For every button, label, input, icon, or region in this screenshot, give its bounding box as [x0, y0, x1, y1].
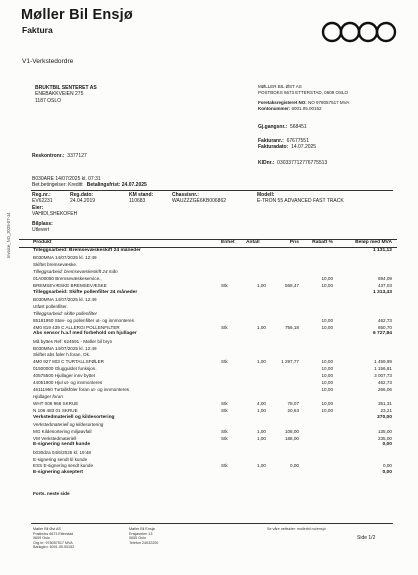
cell-col-0: Abs sensor h.a.f med forbehold om hjullager — [33, 331, 137, 337]
cell-col-5: 694,09 — [377, 275, 392, 281]
cell-col-5: 135,00 — [377, 428, 392, 434]
cell-col-0: Skiftet bremsevæske. — [33, 262, 78, 268]
cell-col-2: 1,00 — [257, 428, 266, 434]
cell-col-5: 0,00 — [382, 442, 392, 448]
table-row — [19, 359, 395, 366]
table-row — [19, 373, 395, 380]
cell-col-0: Skiftet abs føler h.foran, Ok. — [33, 352, 91, 358]
company-name: Møller Bil Ensjø — [21, 7, 133, 23]
cell-col-5: 850,70 — [377, 324, 392, 330]
cell-col-1: Stk — [221, 463, 228, 469]
cell-col-1: Stk — [221, 407, 228, 413]
cell-col-3: 0,00 — [290, 463, 299, 469]
footer-col-1: Møller Bil Øst AS Postboks 6673 Etterstad 0609 Oslo Org.nr: 978057517 MVA Bankgiro: 6001.05.00152 — [33, 527, 75, 549]
cell-col-0: Må byttes Ref: 624591 - Møller bil bryn — [33, 338, 113, 344]
cell-col-0: E-signering sendt til kunde — [33, 456, 88, 462]
cell-col-0: ESS E-signering sendt kunde — [33, 463, 94, 469]
customer-address: BRUKTBIL SENTERET AS ENEBAKKVEIEN 275 1187 OSLO — [35, 85, 97, 104]
reskontro: Reskontronr.: 3377127 — [32, 153, 87, 159]
cell-col-0: 46111950 Turtallsföler foran ut- og innmonteres — [33, 386, 130, 392]
order-line: B030ARE 14/07/2025 kl. 07:31 — [32, 176, 101, 182]
cell-col-0: B030MNA 14/07/2025 kl. 12:49 — [33, 255, 97, 261]
cell-col-3: 108,00 — [284, 428, 299, 434]
table-row — [19, 408, 395, 415]
seller-ids: Foretaksregisteret NO: NO 978057517 MVA Kontonummer: 6001.05.00152 — [258, 100, 350, 111]
table-row — [19, 387, 395, 394]
regnr-label: Reg.nr.: — [32, 192, 51, 198]
cell-col-3: 568,47 — [284, 282, 299, 288]
cell-col-0: b030dza 04/6/2025 kl. 19:48 — [33, 449, 91, 455]
cell-col-5: 370,00 — [377, 414, 392, 420]
cell-col-0: Tilleggsarbeid: skifte pollenfilter — [33, 310, 98, 316]
table-row — [19, 401, 395, 408]
cell-col-2: 1,00 — [257, 435, 266, 441]
cell-col-5: 3 007,73 — [374, 373, 392, 379]
regnr-value: EV62231 — [32, 198, 53, 204]
cell-col-5: 437,03 — [377, 282, 392, 288]
table-row — [19, 352, 395, 359]
chassis-label: Chassisnr.: — [172, 192, 199, 198]
section-row — [19, 248, 395, 255]
audi-rings-logo — [321, 21, 409, 43]
cell-col-1: Stk — [221, 282, 228, 288]
table-row — [19, 262, 395, 269]
km-value: 110683 — [129, 198, 146, 204]
regdato-label: Reg.dato: — [70, 192, 94, 198]
table-row — [19, 283, 395, 290]
cell-col-5: 266,06 — [377, 386, 392, 392]
cell-col-0: 4M0 927 803 C TURTALLSFØLER — [33, 359, 104, 365]
table-row — [19, 304, 395, 311]
cell-col-2: 1,00 — [257, 324, 266, 330]
table-header: Produkt Enhet Antall Pris Rabatt % Beløp med MVA — [33, 240, 392, 245]
cell-col-3: 188,00 — [284, 435, 299, 441]
table-row — [19, 429, 395, 436]
cell-col-5: 1 156,81 — [374, 366, 392, 372]
cell-col-0: E-signering akseptert — [33, 470, 84, 476]
cell-col-0: N 106 483 01 SKRUE — [33, 407, 78, 413]
table-row — [19, 276, 395, 283]
document-type: Faktura — [22, 25, 53, 35]
owner: Eier: VAHIDI,SHEKOFEH — [32, 205, 78, 218]
table-row — [19, 255, 395, 262]
table-row — [19, 457, 395, 464]
cell-col-0: Utført pollenfilter. — [33, 303, 68, 309]
cell-col-3: 78,07 — [287, 400, 299, 406]
cell-col-0: Verkstedmateriell og kildesortering — [33, 414, 115, 420]
cell-col-0: 01A00050 Bremsevæskeservice., — [33, 275, 102, 281]
section-row — [19, 470, 395, 477]
cell-col-4: 10,00 — [321, 400, 333, 406]
cell-col-0: 4M0 819 439 C ALLERGI POLLENFILTER — [33, 324, 120, 330]
cell-col-5: 462,73 — [377, 317, 392, 323]
cell-col-2: 1,00 — [257, 463, 266, 469]
cell-col-4: 10,00 — [321, 407, 333, 413]
cell-col-0: VM Verkstedmateriell — [33, 435, 77, 441]
section-row — [19, 331, 395, 338]
cell-col-4: 10,00 — [321, 282, 333, 288]
table-row — [19, 339, 395, 346]
km-label: KM stand: — [129, 192, 154, 198]
seller-address: MØLLER BIL ØST AS POSTBOKS 6673 ETTERSTAD, 0609 OSLO — [258, 84, 348, 95]
cell-col-1: Stk — [221, 324, 228, 330]
model-label: Modell: — [257, 192, 275, 198]
cell-col-0: Tilleggsarbeid: Bremsevæskeskift 24 måneder — [33, 248, 141, 253]
cell-col-0: 01500000 Glugguldet funksjon. — [33, 366, 97, 372]
chassis-value: WAUZZZGE6KB006862 — [172, 198, 227, 204]
table-row — [19, 297, 395, 304]
cell-col-4: 10,00 — [321, 386, 333, 392]
table-row — [19, 422, 395, 429]
cell-col-5: 6 727,84 — [372, 331, 392, 337]
section-row — [19, 290, 395, 297]
cell-col-5: 0,00 — [383, 463, 392, 469]
cell-col-5: 235,00 — [377, 435, 392, 441]
cell-col-5: 1 459,99 — [374, 359, 392, 365]
cell-col-0: B030MNA 14/07/2025 kl. 12:49 — [33, 296, 97, 302]
footer-col-2: Møller Bil Ensjø Ensjøveien 13 0655 Oslo Telefon 24032200 — [129, 527, 159, 545]
cell-col-1: Stk — [221, 359, 228, 365]
table-row — [19, 450, 395, 457]
cell-col-5: 462,73 — [377, 380, 392, 385]
cell-col-0: 44051900 Hjul ut- og innmonteres — [33, 380, 103, 385]
cell-col-5: 1 131,12 — [372, 248, 392, 253]
cell-col-5: 0,00 — [382, 470, 392, 476]
table-row — [19, 394, 395, 401]
regdato-value: 24.04.2019 — [70, 198, 96, 204]
cell-col-4: 10,00 — [321, 324, 333, 330]
table-row — [19, 311, 395, 318]
cell-col-0: MG Kildesortering miljøavfall — [33, 428, 92, 434]
table-row — [19, 269, 395, 276]
cell-col-5: 351,31 — [377, 400, 392, 406]
continued-note: Forts. neste side — [33, 491, 70, 496]
cell-col-0: B030MNA 14/07/2025 kl. 12:49 — [33, 345, 97, 351]
section-row — [19, 442, 395, 449]
cell-col-4: 10,00 — [321, 359, 333, 365]
cell-col-4: 10,00 — [321, 373, 333, 379]
cell-col-0: Verkstedmateriell og kildesortering — [33, 421, 104, 427]
cell-col-0: WHT 006 966 SKRUE — [33, 400, 79, 406]
invoice-meta: Fakturanr.: 67677551 Fakturadato: 14.07.2025 — [258, 138, 317, 151]
side-reference: Invoice_NO_2025-07-14 — [6, 212, 11, 258]
cell-col-4: 10,00 — [321, 275, 333, 281]
cell-col-3: 20,63 — [287, 407, 299, 413]
cell-col-0: E-signering sendt kunde — [33, 442, 91, 448]
cell-col-4: 10,00 — [321, 317, 333, 323]
cell-col-0: 40575500 Hjullager innv byttet — [33, 373, 96, 379]
kid-number: KIDnr.: 030337712776775513 — [258, 160, 328, 166]
table-row — [19, 318, 395, 325]
table-row — [19, 380, 395, 387]
cell-col-1: Stk — [221, 435, 228, 441]
divider — [31, 190, 393, 191]
cell-col-0: BREMSEVÆSKE BREMSEVÆSKE — [33, 282, 107, 288]
cell-col-3: 756,18 — [284, 324, 299, 330]
payment-terms: Bet.betingelser: Kreditt Betalingsfrist: 24.07.2025 — [32, 182, 147, 188]
cell-col-0: Hjullager foran — [33, 393, 63, 399]
footer-col-3: Se våre nettsider: mollerbil.no/ensjo — [267, 527, 326, 531]
cell-col-0: Tilleggsarbeid: bremsevæskeskift 24 mån — [33, 269, 118, 274]
cell-col-5: 23,21 — [380, 407, 392, 413]
cell-col-2: 4,00 — [257, 400, 266, 406]
customer-number: Gj.gangsnr.: 568451 — [258, 124, 307, 130]
cell-col-2: 1,00 — [257, 359, 266, 365]
section-row — [19, 415, 395, 422]
page-number: Side 1/2 — [357, 535, 376, 541]
cell-col-4: 10,00 — [321, 366, 333, 372]
table-row — [19, 366, 395, 373]
cell-col-1: Stk — [221, 428, 228, 434]
document-subtype: V1-Verkstedordre — [22, 58, 74, 65]
cell-col-2: 1,00 — [257, 407, 266, 413]
footer-rule — [31, 523, 393, 524]
cell-col-0: Tilleggsarbeid: Skifte pollenfilter 24 måneder — [33, 289, 138, 295]
cell-col-2: 1,00 — [257, 282, 266, 288]
cell-col-1: Stk — [221, 400, 228, 406]
model-value: E-TRON 55 ADVANCED FAST TRACK — [257, 198, 344, 204]
cell-col-5: 1 313,43 — [372, 289, 392, 295]
cell-col-4: 10,00 — [321, 380, 333, 385]
table-row — [19, 346, 395, 353]
cell-col-0: 85181950 Støv- og pollenfilter ut- og innmonteres — [33, 317, 134, 323]
cell-col-3: 1 297,77 — [281, 359, 299, 365]
delivery: Bilplass: Utlevert — [32, 221, 53, 234]
